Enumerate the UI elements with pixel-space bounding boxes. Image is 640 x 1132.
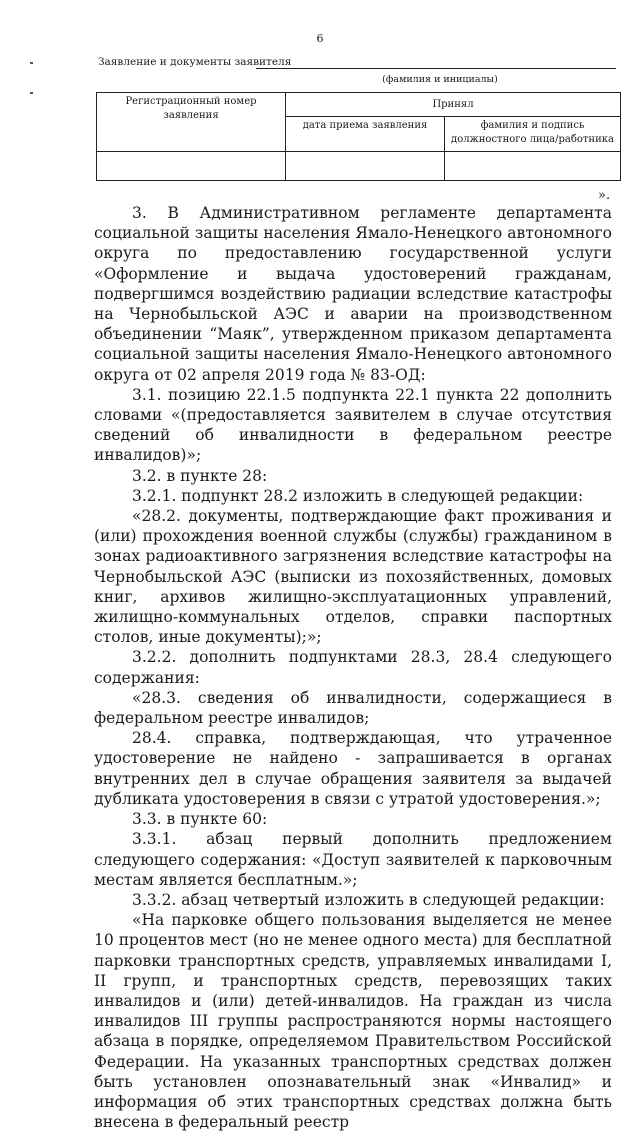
paragraph-item-28-3: «28.3. сведения об инвалидности, содержащиеся в федеральном реестре инвалидов; [94,688,612,728]
paragraph-item-3-2-1: 3.2.1. подпункт 28.2 изложить в следующей редакции: [132,486,584,505]
paragraph-item-3-2: 3.2. в пункте 28: [132,466,268,485]
applicant-line [98,56,618,68]
paragraph-item-28-4: 28.4. справка, подтверждающая, что утраченное удостоверение не найдено - запрашивается в органах внутренних дел в случае обращения заявителя за выдачей дубликата удостоверения в связи с утратой удостоверения.»; [94,729,612,808]
closing-mark: ». [598,188,611,203]
applicant-underline [256,68,616,69]
official-signature-header: фамилия и подпись должностного лица/работника [445,117,621,152]
registration-number-cell [97,152,286,181]
margin-mark [30,92,33,94]
applicant-label: Заявление и документы заявителя [98,56,292,68]
registration-number-header: Регистрационный номер заявления [97,93,286,152]
paragraph-item-3-2-2: 3.2.2. дополнить подпунктами 28.3, 28.4 следующего содержания: [94,648,612,687]
official-signature-cell [445,152,621,181]
paragraph-item-3-3-1: 3.3.1. абзац первый дополнить предложением следующего содержания: «Доступ заявителей к парковочным местам является бесплатным.»; [94,830,612,889]
paragraph-parking-quote: «На парковке общего пользования выделяется не менее 10 процентов мест (но не менее одного места) для бесплатной парковки транспортных средств, управляемых инвалидами I, II групп, и транспортных средств, перевозящих таких инвалидов и (или) детей-инвалидов. На граждан из числа инвалидов III группы распространяются нормы настоящего абзаца в порядке, определяемом Правительством Российской Федерации. На указанных транспортных средствах должен быть установлен опознавательный знак «Инвалид» и информация об этих транспортных средствах должна быть внесена в федеральный реестр [94,911,612,1132]
accepted-header: Принял [286,93,621,117]
paragraph-item-28-2: «28.2. документы, подтверждающие факт проживания и (или) прохождения военной службы (службы) гражданином в зонах радиоактивного загрязнения вследствие катастрофы на Чернобыльской АЭС (выписки из похозяйственных, домовых книг, архивов жилищно-эксплуатационных управлений, жилищно-коммунальных отделов, справки паспортных столов, иные документы);»; [94,507,612,647]
applicant-hint: (фамилия и инициалы) [382,74,498,85]
page-number: 6 [316,32,324,45]
registration-table [96,92,621,181]
date-received-header: дата приема заявления [286,117,445,152]
paragraph-item-3-1: 3.1. позицию 22.1.5 подпункта 22.1 пункта 22 дополнить словами «(предоставляется заявителем в случае отсутствия сведений об инвалидности в федеральном реестре инвалидов)»; [94,385,612,465]
paragraph-item-3-3: 3.3. в пункте 60: [132,810,268,829]
date-received-cell [286,152,445,181]
margin-mark [30,62,33,64]
document-body [94,203,612,1132]
paragraph-item-3-3-2: 3.3.2. абзац четвертый изложить в следующей редакции: [132,890,605,909]
paragraph-item-3: 3. В Административном регламенте департамента социальной защиты населения Ямало-Ненецкого автономного округа по предоставлению государственной услуги «Оформление и выдача удостоверений гражданам, подвергшимся воздействию радиации вследствие катастрофы на Чернобыльской АЭС и аварии на производственном объединении “Маяк”, утвержденном приказом департамента социальной защиты населения Ямало-Ненецкого автономного округа от 02 апреля 2019 года № 83-ОД: [94,204,612,384]
